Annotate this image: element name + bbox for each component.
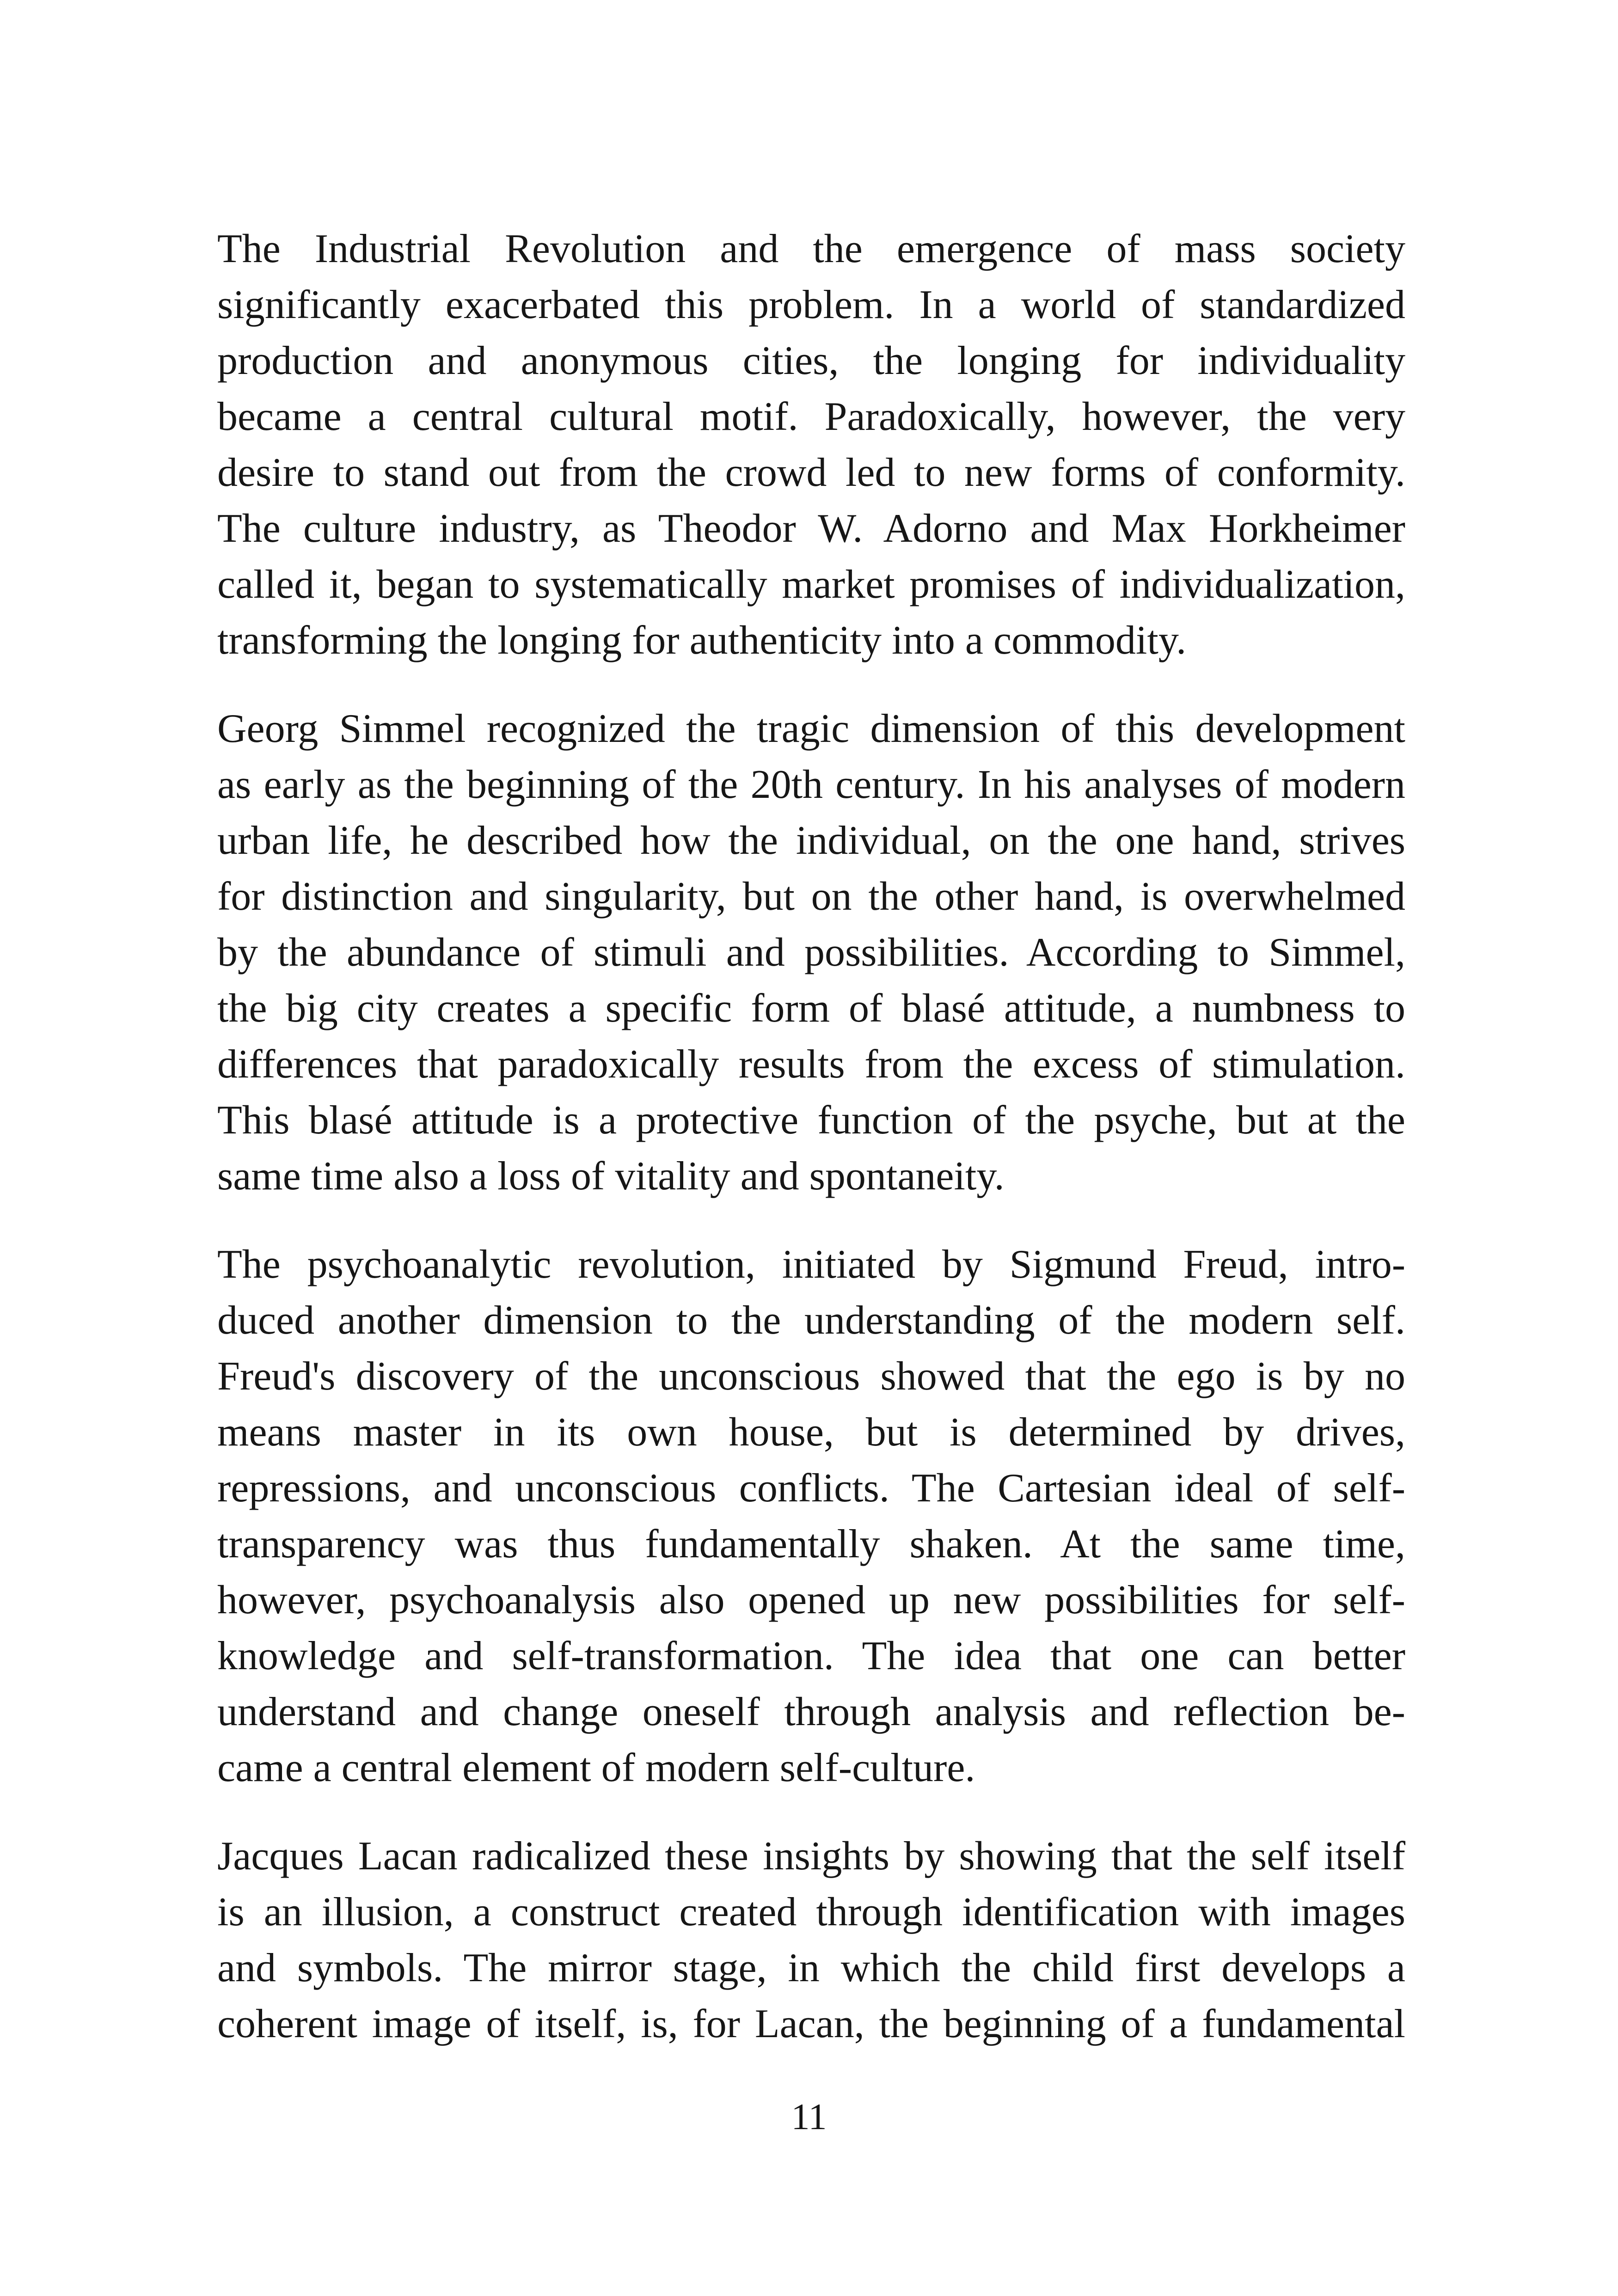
text-line: desire to stand out from the crowd led to new forms of conformity. bbox=[217, 450, 1405, 495]
text-line: understand and change oneself through analysis and reflection be- bbox=[217, 1690, 1405, 1734]
text-line: Jacques Lacan radicalized these insights by showing that the self itself bbox=[217, 1834, 1405, 1879]
text-line: This blasé attitude is a protective function of the psyche, but at the bbox=[217, 1098, 1405, 1143]
text-line: Freud's discovery of the unconscious showed that the ego is by no bbox=[217, 1354, 1405, 1399]
paragraph-lacan bbox=[217, 1828, 1405, 2052]
paragraph-industrial-revolution bbox=[217, 221, 1405, 668]
paragraph-simmel bbox=[217, 701, 1405, 1204]
text-line: and symbols. The mirror stage, in which the child first develops a bbox=[217, 1946, 1405, 1990]
text-line: The psychoanalytic revolution, initiated by Sigmund Freud, intro- bbox=[217, 1242, 1405, 1287]
text-line: means master in its own house, but is determined by drives, bbox=[217, 1410, 1405, 1455]
text-line: Georg Simmel recognized the tragic dimension of this development bbox=[217, 706, 1405, 751]
text-line: knowledge and self-transformation. The idea that one can better bbox=[217, 1634, 1405, 1678]
paragraph-psychoanalysis bbox=[217, 1237, 1405, 1796]
text-line: as early as the beginning of the 20th century. In his analyses of modern bbox=[217, 762, 1405, 807]
text-line: however, psychoanalysis also opened up new possibilities for self- bbox=[217, 1578, 1405, 1623]
text-line: by the abundance of stimuli and possibilities. According to Simmel, bbox=[217, 930, 1405, 975]
text-line: The Industrial Revolution and the emergence of mass society bbox=[217, 227, 1405, 271]
body-text bbox=[217, 221, 1405, 2084]
page-number: 11 bbox=[791, 2097, 827, 2137]
text-line: production and anonymous cities, the longing for individuality bbox=[217, 338, 1405, 383]
text-line: same time also a loss of vitality and spontaneity. bbox=[217, 1154, 1005, 1199]
text-line: urban life, he described how the individual, on the one hand, strives bbox=[217, 818, 1405, 863]
text-line: transparency was thus fundamentally shaken. At the same time, bbox=[217, 1522, 1405, 1567]
text-line: differences that paradoxically results from the excess of stimulation. bbox=[217, 1042, 1405, 1087]
text-line: repressions, and unconscious conflicts. The Cartesian ideal of self- bbox=[217, 1466, 1405, 1511]
text-line: duced another dimension to the understanding of the modern self. bbox=[217, 1298, 1405, 1343]
text-line: coherent image of itself, is, for Lacan, the beginning of a fundamental bbox=[217, 2002, 1405, 2046]
text-line: significantly exacerbated this problem. In a world of standardized bbox=[217, 282, 1405, 327]
text-line: for distinction and singularity, but on the other hand, is overwhelmed bbox=[217, 874, 1405, 919]
text-line: the big city creates a specific form of blasé attitude, a numbness to bbox=[217, 986, 1405, 1031]
text-line: called it, began to systematically market promises of individualization, bbox=[217, 562, 1405, 607]
text-line: became a central cultural motif. Paradoxically, however, the very bbox=[217, 394, 1405, 439]
text-line: is an illusion, a construct created through identification with images bbox=[217, 1890, 1405, 1935]
text-line: The culture industry, as Theodor W. Adorno and Max Horkheimer bbox=[217, 506, 1405, 551]
text-line: transforming the longing for authenticity into a commodity. bbox=[217, 618, 1187, 663]
text-line: came a central element of modern self-culture. bbox=[217, 1745, 975, 1790]
